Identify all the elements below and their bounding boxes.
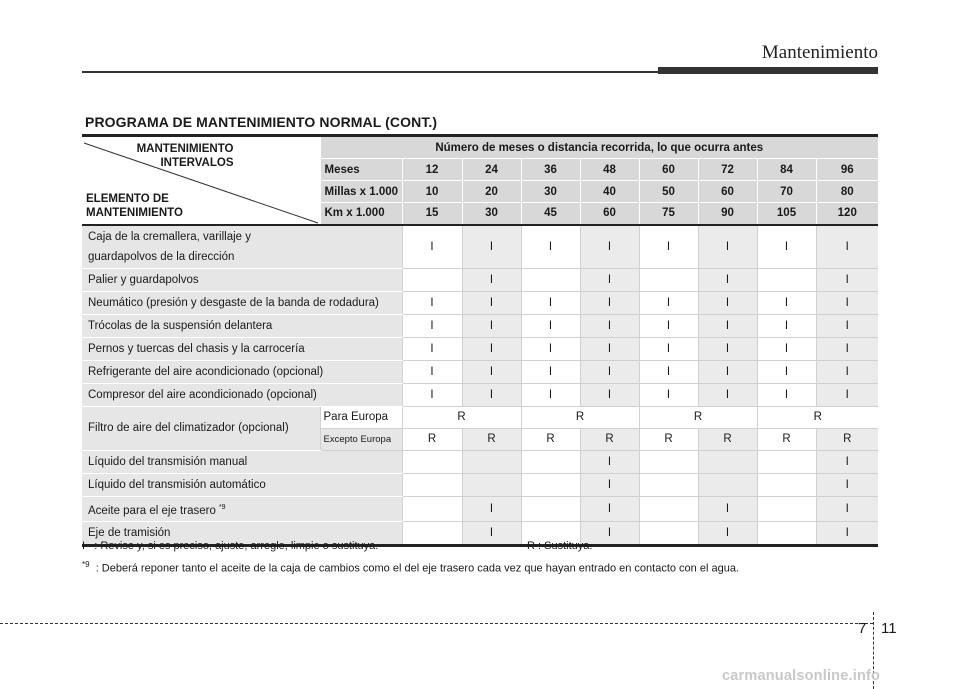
interval-cell bbox=[402, 522, 462, 546]
interval-cell bbox=[757, 522, 816, 546]
interval-cell: I bbox=[580, 268, 639, 291]
interval-cell: I bbox=[639, 337, 698, 360]
interval-cell: I bbox=[580, 473, 639, 496]
km-row-value: 90 bbox=[698, 203, 757, 225]
interval-cell: I bbox=[816, 522, 878, 546]
interval-cell: R bbox=[757, 428, 816, 450]
interval-cell: I bbox=[816, 360, 878, 383]
months-row-value: 72 bbox=[698, 159, 757, 181]
interval-cell bbox=[639, 473, 698, 496]
interval-cell: I bbox=[816, 268, 878, 291]
months-row-value: 24 bbox=[462, 159, 521, 181]
interval-cell: I bbox=[816, 496, 878, 522]
watermark: carmanualsonline.info bbox=[722, 668, 881, 684]
miles-row-value: 80 bbox=[816, 181, 878, 203]
km-row-label: Km x 1.000 bbox=[320, 203, 402, 225]
table-row bbox=[82, 383, 878, 406]
table-row bbox=[82, 406, 878, 428]
interval-cell bbox=[462, 473, 521, 496]
months-row-value: 36 bbox=[521, 159, 580, 181]
row-item-name: Aceite para el eje trasero $^{*9}$ bbox=[82, 496, 402, 522]
months-row-value: 84 bbox=[757, 159, 816, 181]
interval-cell: I bbox=[521, 337, 580, 360]
interval-cell: I bbox=[698, 291, 757, 314]
interval-cell bbox=[462, 450, 521, 473]
interval-cell: I bbox=[462, 496, 521, 522]
interval-cell: I bbox=[462, 291, 521, 314]
interval-cell: I bbox=[580, 496, 639, 522]
interval-cell bbox=[639, 268, 698, 291]
miles-row-value: 50 bbox=[639, 181, 698, 203]
interval-cell: I bbox=[639, 225, 698, 269]
interval-cell: I bbox=[639, 383, 698, 406]
corner-element-label: ELEMENTO DE MANTENIMIENTO bbox=[86, 192, 183, 219]
table-row bbox=[82, 314, 878, 337]
km-row-value: 75 bbox=[639, 203, 698, 225]
interval-cell: I bbox=[402, 360, 462, 383]
interval-cell: I bbox=[580, 314, 639, 337]
interval-cell: I bbox=[757, 337, 816, 360]
row-item-name: Palier y guardapolvos bbox=[82, 268, 402, 291]
interval-cell: R bbox=[521, 406, 639, 428]
interval-cell: I bbox=[639, 360, 698, 383]
months-row-value: 48 bbox=[580, 159, 639, 181]
interval-cell: I bbox=[698, 268, 757, 291]
chapter-number: 7 bbox=[858, 620, 867, 637]
interval-cell: I bbox=[816, 383, 878, 406]
interval-cell bbox=[757, 268, 816, 291]
corner-intervals-label: MANTENIMIENTO INTERVALOS bbox=[136, 143, 234, 169]
interval-cell: I bbox=[698, 383, 757, 406]
interval-cell: R bbox=[757, 406, 878, 428]
table-row bbox=[82, 360, 878, 383]
months-row-value: 12 bbox=[402, 159, 462, 181]
header-rule-thick bbox=[658, 67, 878, 74]
interval-cell: I bbox=[462, 383, 521, 406]
interval-cell: I bbox=[698, 225, 757, 269]
interval-cell: R bbox=[580, 428, 639, 450]
km-row-value: 15 bbox=[402, 203, 462, 225]
interval-cell: I bbox=[402, 314, 462, 337]
interval-cell: I bbox=[580, 360, 639, 383]
row-item-name: Caja de la cremallera, varillaje y guardapolvos de la dirección bbox=[82, 225, 402, 269]
intervals-title: Número de meses o distancia recorrida, lo que ocurra antes bbox=[320, 136, 878, 159]
interval-cell: I bbox=[462, 225, 521, 269]
miles-row-value: 40 bbox=[580, 181, 639, 203]
interval-cell: I bbox=[698, 337, 757, 360]
km-row-value: 60 bbox=[580, 203, 639, 225]
interval-cell: I bbox=[698, 522, 757, 546]
miles-row-label: Millas x 1.000 bbox=[320, 181, 402, 203]
interval-cell bbox=[639, 450, 698, 473]
interval-cell bbox=[402, 450, 462, 473]
miles-row-value: 10 bbox=[402, 181, 462, 203]
row-item-name: Pernos y tuercas del chasis y la carrocería bbox=[82, 337, 402, 360]
interval-cell: I bbox=[580, 522, 639, 546]
interval-cell bbox=[757, 450, 816, 473]
row-item-name: Trócolas de la suspensión delantera bbox=[82, 314, 402, 337]
interval-cell: I bbox=[639, 291, 698, 314]
interval-cell bbox=[757, 496, 816, 522]
interval-cell: I bbox=[462, 522, 521, 546]
interval-cell: I bbox=[521, 314, 580, 337]
interval-cell: I bbox=[580, 337, 639, 360]
interval-cell bbox=[521, 473, 580, 496]
months-row-value: 60 bbox=[639, 159, 698, 181]
table-row bbox=[82, 225, 878, 269]
interval-cell: I bbox=[580, 225, 639, 269]
row-item-name: Neumático (presión y desgaste de la banda de rodadura) bbox=[82, 291, 402, 314]
row-item-name: Líquido del transmisión manual bbox=[82, 450, 402, 473]
interval-cell: I bbox=[639, 314, 698, 337]
interval-cell: I bbox=[462, 360, 521, 383]
interval-cell bbox=[402, 268, 462, 291]
table-corner-cell bbox=[82, 136, 320, 225]
interval-cell: I bbox=[462, 337, 521, 360]
interval-cell: I bbox=[757, 360, 816, 383]
row-item-name: Filtro de aire del climatizador (opcional) bbox=[82, 406, 320, 450]
interval-cell: R bbox=[521, 428, 580, 450]
row-item-name: Compresor del aire acondicionado (opcional) bbox=[82, 383, 402, 406]
table-row bbox=[82, 473, 878, 496]
interval-cell: I bbox=[757, 314, 816, 337]
interval-cell bbox=[521, 268, 580, 291]
row-item-name: Eje de tramisión bbox=[82, 522, 402, 546]
sub-row-label: Para Europa bbox=[320, 406, 402, 428]
months-row-value: 96 bbox=[816, 159, 878, 181]
km-row-value: 105 bbox=[757, 203, 816, 225]
header-rule bbox=[82, 71, 658, 73]
table-row bbox=[82, 268, 878, 291]
km-row-value: 30 bbox=[462, 203, 521, 225]
interval-cell bbox=[402, 496, 462, 522]
page-header-title: Mantenimiento bbox=[761, 42, 878, 63]
interval-cell: R bbox=[402, 406, 521, 428]
table-row bbox=[82, 337, 878, 360]
interval-cell: I bbox=[402, 383, 462, 406]
interval-cell: I bbox=[580, 383, 639, 406]
interval-cell bbox=[521, 496, 580, 522]
interval-cell: I bbox=[816, 337, 878, 360]
interval-cell: I bbox=[580, 291, 639, 314]
row-item-name: Líquido del transmisión automático bbox=[82, 473, 402, 496]
km-row-value: 45 bbox=[521, 203, 580, 225]
interval-cell: I bbox=[816, 225, 878, 269]
interval-cell: I bbox=[757, 225, 816, 269]
km-row-value: 120 bbox=[816, 203, 878, 225]
miles-row-value: 60 bbox=[698, 181, 757, 203]
interval-cell: I bbox=[816, 314, 878, 337]
interval-cell: I bbox=[580, 450, 639, 473]
page-number: 11 bbox=[881, 620, 897, 637]
interval-cell: R bbox=[639, 406, 757, 428]
interval-cell: I bbox=[698, 314, 757, 337]
interval-cell bbox=[521, 450, 580, 473]
interval-cell: I bbox=[462, 314, 521, 337]
interval-cell: R bbox=[816, 428, 878, 450]
sub-row-label: Excepto Europa bbox=[320, 428, 402, 450]
interval-cell: I bbox=[816, 291, 878, 314]
interval-cell: I bbox=[521, 360, 580, 383]
interval-cell: I bbox=[816, 473, 878, 496]
interval-cell: R bbox=[402, 428, 462, 450]
interval-cell: I bbox=[462, 268, 521, 291]
table-row bbox=[82, 496, 878, 522]
interval-cell: I bbox=[698, 496, 757, 522]
table-row bbox=[82, 450, 878, 473]
interval-cell bbox=[698, 473, 757, 496]
row-item-name: Refrigerante del aire acondicionado (opcional) bbox=[82, 360, 402, 383]
interval-cell bbox=[757, 473, 816, 496]
footer-rule bbox=[0, 623, 873, 624]
interval-cell: I bbox=[402, 291, 462, 314]
interval-cell: I bbox=[521, 383, 580, 406]
legend-footnote: $^{*9}$ : Deberá reponer tanto el aceite de la caja de cambios como el del eje trasero cada vez que hayan entrado en contacto con el agua. bbox=[82, 560, 739, 575]
interval-cell bbox=[402, 473, 462, 496]
interval-cell: I bbox=[816, 450, 878, 473]
interval-cell: I bbox=[402, 225, 462, 269]
miles-row-value: 70 bbox=[757, 181, 816, 203]
interval-cell bbox=[639, 496, 698, 522]
interval-cell: I bbox=[521, 225, 580, 269]
miles-row-value: 20 bbox=[462, 181, 521, 203]
legend-inspect: I : Revise y, si es preciso, ajuste, arregle, limpie o sustituya. bbox=[82, 540, 379, 552]
interval-cell: R bbox=[639, 428, 698, 450]
interval-cell: I bbox=[757, 291, 816, 314]
maintenance-grid bbox=[82, 134, 878, 547]
interval-cell: I bbox=[521, 291, 580, 314]
interval-cell: I bbox=[698, 360, 757, 383]
section-title: PROGRAMA DE MANTENIMIENTO NORMAL (CONT.) bbox=[85, 114, 438, 130]
table-row bbox=[82, 291, 878, 314]
interval-cell: R bbox=[462, 428, 521, 450]
interval-cell bbox=[639, 522, 698, 546]
interval-cell: I bbox=[402, 337, 462, 360]
interval-cell: I bbox=[757, 383, 816, 406]
months-row-label: Meses bbox=[320, 159, 402, 181]
interval-cell: R bbox=[698, 428, 757, 450]
legend-replace: R : Sustituya. bbox=[527, 540, 593, 552]
miles-row-value: 30 bbox=[521, 181, 580, 203]
interval-cell bbox=[698, 450, 757, 473]
